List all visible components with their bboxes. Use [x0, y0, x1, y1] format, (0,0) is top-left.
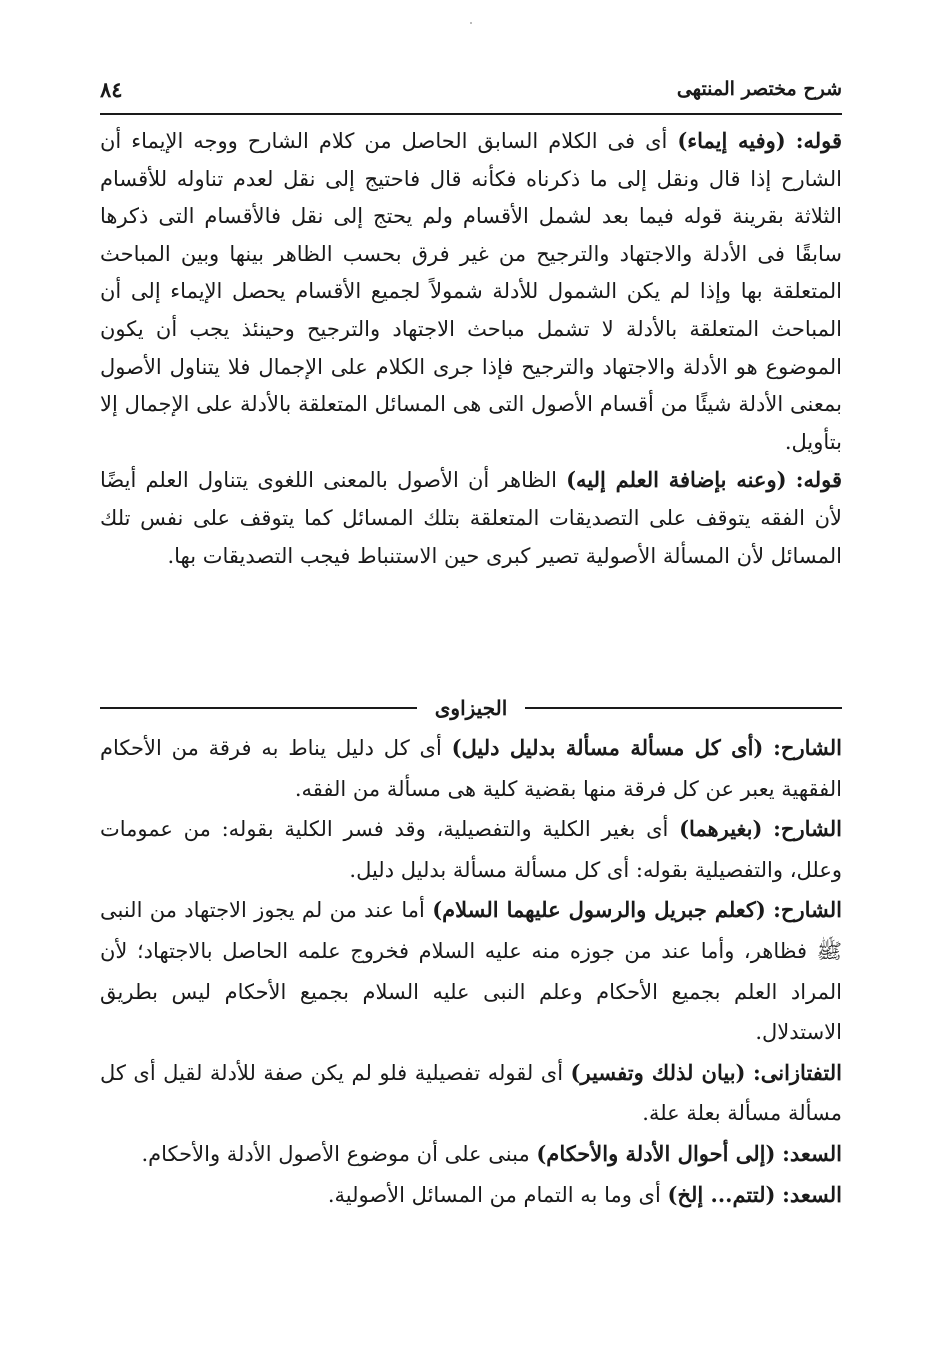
quoted-phrase: (بيان لذلك وتفسير) [570, 1059, 746, 1085]
paragraph-text: أى وما به التمام من المسائل الأصولية. [327, 1182, 668, 1207]
paragraph [100, 1175, 842, 1216]
speaker-label: السعد: [782, 1140, 842, 1166]
quoted-phrase: (وعنه بإضافة العلم إليه) [566, 467, 787, 493]
divider-rule-left [100, 707, 417, 709]
paragraph-text: أى كل دليل يناط به فرقة من الأحكام الفقهية يعبر عن كل فرقة منها بقضية كلية هى مسألة من الفقه. [100, 736, 842, 801]
divider-rule-right [525, 707, 842, 709]
speaker-label: التفتازانى: [752, 1059, 842, 1085]
speaker-label: قوله: [795, 467, 842, 493]
paragraph-text: أى بغير الكلية والتفصيلية، وقد فسر الكلية بقوله: من عمومات وعلل، والتفصيلية بقوله: أى كل مسألة مسألة بدليل دليل. [100, 817, 842, 882]
paragraph [100, 1053, 842, 1134]
speaker-label: الشارح: [773, 897, 842, 923]
header-rule [100, 113, 842, 115]
paragraph-text: مبنى على أن موضوع الأصول الأدلة والأحكام. [141, 1141, 537, 1166]
paragraph-text: أى فى الكلام السابق الحاصل من كلام الشارح ووجه الإيماء أن الشارح إذا قال ونقل إلى ما ذكرناه فكأنه قال فاحتيج إلى نقل لعدم تناوله للأقسام الثلاثة بقرينة قوله فيما بعد لشمل الأقسام ولم يحتج إلى نقل فالأقسام التى ذكرها سابقًا فى الأدلة والاجتهاد والترجيح من غير فرق بحسب الظاهر بينها وبين المباحث المتعلقة بها وإذا لم يكن الشمول للأدلة شمولاً لجميع الأقسام يحصل الإيماء إلى أن المباحث المتعلقة بالأدلة لا تشمل مباحث الاجتهاد والترجيح وحينئذ يجب أن يكون الموضوع هو الأدلة والاجتهاد والترجيح فإذا جرى الكلام على الإجمال فلا يتناول الأصول بمعنى الأدلة شيئًا من أقسام الأصول التى هى المسائل المتعلقة بالأدلة على الإجمال إلا بتأويل. [100, 129, 842, 454]
speaker-label: قوله: [795, 128, 842, 153]
page-number: ٨٤ [100, 76, 123, 102]
paragraph [100, 890, 842, 1052]
commentary-section-1 [100, 122, 842, 575]
section-title: الجيزاوى [434, 696, 508, 720]
paragraph-text: الظاهر أن الأصول بالمعنى اللغوى يتناول العلم أيضًا لأن الفقه يتوقف على التصديقات المتعلقة بتلك المسائل كما يتوقف على نفس تلك المسائل لأن المسألة الأصولية تصير كبرى حين الاستنباط فيجب التصديقات بها. [100, 468, 842, 568]
speaker-label: السعد: [782, 1181, 842, 1207]
scan-mark [470, 22, 472, 24]
quoted-phrase: (وفيه إيماء) [677, 128, 786, 153]
quoted-phrase: (كعلم جبريل والرسول عليهما السلام) [432, 897, 766, 923]
running-title: شرح مختصر المنتهى [676, 78, 842, 100]
commentary-section-2 [100, 728, 842, 1215]
paragraph-text: أى لقوله تفصيلية فلو لم يكن صفة للأدلة لقيل أى كل مسألة مسألة بعلة علة. [100, 1060, 842, 1126]
paragraph-text: أما عند من لم يجوز الاجتهاد من النبى ﷺ فظاهر، وأما عند من جوزه منه عليه السلام فخروج علمه الحاصل بالاجتهاد؛ لأن المراد العلم بجميع الأحكام وعلم النبى عليه السلام بجميع الأحكام ليس بطريق الاستدلال. [100, 898, 842, 1045]
quoted-phrase: (لتتم... إلخ) [667, 1181, 776, 1207]
speaker-label: الشارح: [773, 816, 842, 842]
quoted-phrase: (إلى أحوال الأدلة والأحكام) [536, 1140, 776, 1166]
paragraph [100, 1134, 842, 1175]
paragraph [100, 122, 842, 461]
page-header [100, 74, 842, 104]
paragraph [100, 809, 842, 890]
quoted-phrase: (بغيرهما) [679, 816, 763, 842]
speaker-label: الشارح: [773, 735, 842, 760]
section-divider [100, 693, 842, 723]
paragraph [100, 728, 842, 809]
quoted-phrase: (أى كل مسألة مسألة بدليل دليل) [451, 735, 764, 760]
paragraph [100, 461, 842, 575]
